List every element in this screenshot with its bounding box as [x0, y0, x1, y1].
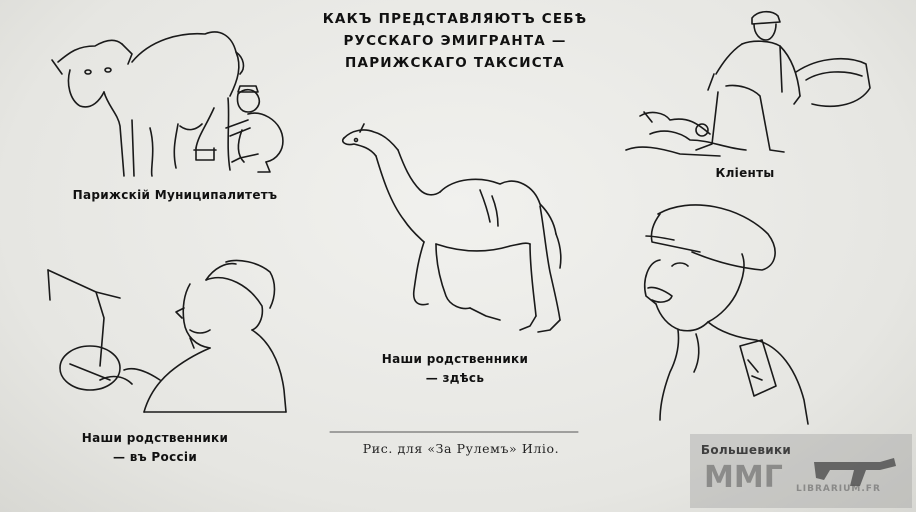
- caption-camel: [340, 350, 570, 388]
- watermark: [690, 434, 912, 508]
- title-line-3: ПАРИЖСКАГО ТАКСИСТА: [345, 55, 565, 71]
- caption-camel-line-2: — здѣсь: [425, 371, 485, 385]
- caption-clients: Кліенты: [715, 166, 775, 180]
- caption-driver: [60, 429, 250, 467]
- illustrator-credit: Рис. для «За Рулемъ» Иліо.: [362, 441, 560, 456]
- caption-cow: Парижскій Муниципалитетъ: [72, 188, 278, 202]
- watermark-site: LIBRARIUM.FR: [796, 484, 881, 494]
- watermark-brand: ММГ: [704, 460, 783, 495]
- caption-driver-line-1: Наши родственники: [81, 431, 229, 445]
- title-line-1: КАКЪ ПРЕДСТАВЛЯЮТЪ СЕБѢ: [322, 11, 588, 27]
- bolshevik-illustration: [645, 205, 808, 424]
- caption-bolshevik: Большевики: [700, 443, 792, 457]
- caption-driver-line-2: — въ Россіи: [112, 450, 198, 464]
- cow-illustration: [52, 32, 283, 176]
- clients-illustration: [626, 12, 870, 156]
- title-line-2: РУССКАГО ЭМИГРАНТА —: [343, 33, 567, 49]
- caption-camel-line-1: Наши родственники: [381, 352, 529, 366]
- camel-illustration: [343, 124, 561, 332]
- driver-illustration: [48, 260, 286, 412]
